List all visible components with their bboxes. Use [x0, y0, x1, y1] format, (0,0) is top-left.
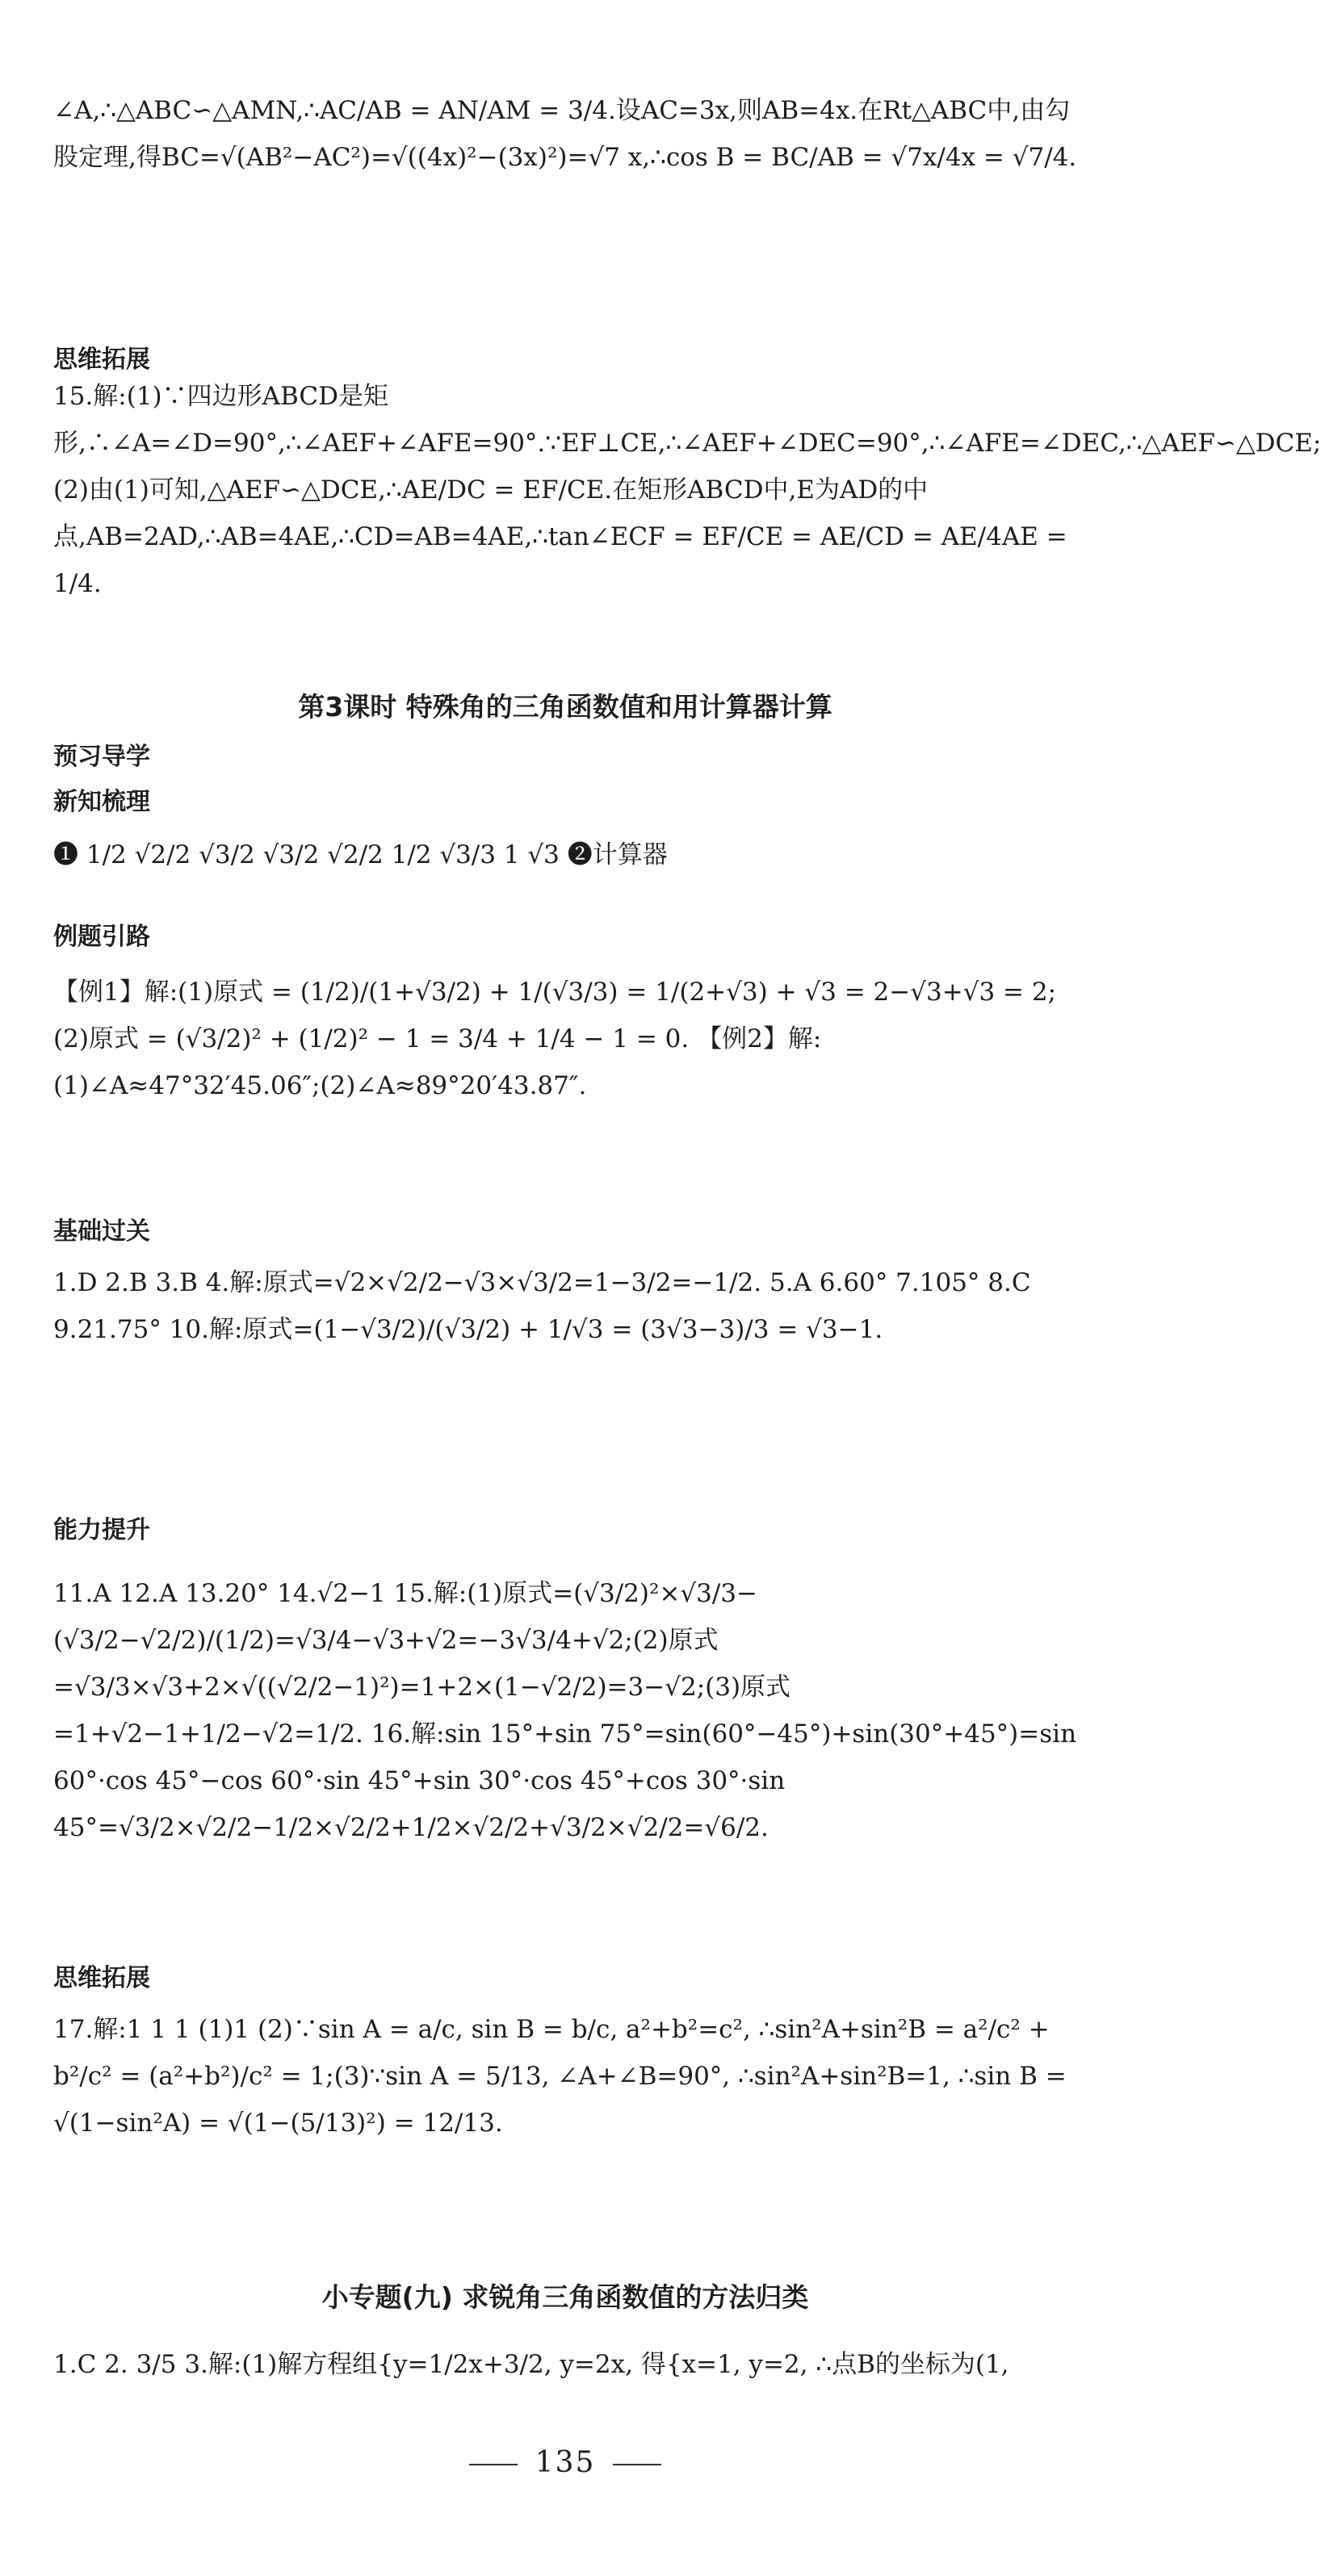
paragraph-liti: 【例1】解:(1)原式 = (1/2)/(1+√3/2) + 1/(√3/3) = 1/(2+√3) + √3 = 2−√3+√3 = 2;(2)原式 = (√3/2)² + (1/2)² − 1 = 3/4 + 1/4 − 1 = 0. 【例2】解:(1)∠A≈47°32′45.06″;(2)∠A≈89°20′43.87″.	[53, 978, 1057, 1100]
jichu-answers	[53, 1259, 1077, 1353]
paragraph-nengli: 11.A 12.A 13.20° 14.√2−1 15.解:(1)原式=(√3/2)²×√3/3−(√3/2−√2/2)/(1/2)=√3/4−√3+√2=−3√3/4+√2;(2)原式=√3/3×√3+2×√((√2/2−1)²)=1+2×(1−√2/2)=3−√2;(3)原式=1+√2−1+1/2−√2=1/2. 16.解:sin 15°+sin 75°=sin(60°−45°)+sin(30°+45°)=sin 60°·cos 45°−cos 60°·sin 45°+sin 30°·cos 45°+cos 30°·sin 45°=√3/2×√2/2−1/2×√2/2+1/2×√2/2+√3/2×√2/2=√6/2.	[53, 1579, 1077, 1842]
heading-nengli-tisheng: 能力提升	[53, 1516, 150, 1544]
footer-dash-left	[469, 2464, 518, 2465]
paragraph-topic: 1.C 2. 3/5 3.解:(1)解方程组{y=1/2x+3/2, y=2x, 得{x=1, y=2, ∴点B的坐标为(1,	[53, 2350, 1009, 2379]
xinzhi-answers	[53, 831, 1077, 878]
page-number: 135	[535, 2446, 596, 2479]
page-footer	[53, 2446, 1077, 2479]
paragraph-p15: 15.解:(1)∵四边形ABCD是矩形,∴∠A=∠D=90°,∴∠AEF+∠AFE=90°.∵EF⊥CE,∴∠AEF+∠DEC=90°,∴∠AFE=∠DEC,∴△AEF∽△DCE;(2)由(1)可知,△AEF∽△DCE,∴AE/DC = EF/CE.在矩形ABCD中,E为AD的中点,AB=2AD,∴AB=4AE,∴CD=AB=4AE,∴tan∠ECF = EF/CE = AE/CD = AE/4AE = 1/4.	[53, 382, 1321, 598]
heading-liti-yinlu: 例题引路	[53, 923, 150, 951]
paragraph-xinzhi: ❶ 1/2 √2/2 √3/2 √3/2 √2/2 1/2 √3/3 1 √3 ❷计算器	[53, 840, 668, 869]
paragraph-p1: ∠A,∴△ABC∽△AMN,∴AC/AB = AN/AM = 3/4.设AC=3x,则AB=4x.在Rt△ABC中,由勾股定理,得BC=√(AB²−AC²)=√((4x)²−(3x)²)=√7 x,∴cos B = BC/AB = √7x/4x = √7/4.	[53, 96, 1077, 172]
heading-yuxi-daoxue: 预习导学	[53, 743, 150, 771]
topic-title: 小专题(九) 求锐角三角函数值的方法归类	[321, 2281, 809, 2313]
heading-siwei-tuozhan-1: 思维拓展	[53, 346, 150, 374]
answer-15	[53, 373, 1321, 607]
topic-answers	[53, 2341, 1077, 2388]
heading-xinzhi-shuli: 新知梳理	[53, 788, 150, 816]
answer-17	[53, 2006, 1077, 2147]
nengli-answers	[53, 1570, 1077, 1851]
heading-siwei-tuozhan-2: 思维拓展	[53, 1964, 150, 1992]
paragraph-p17: 17.解:1 1 1 (1)1 (2)∵sin A = a/c, sin B = b/c, a²+b²=c², ∴sin²A+sin²B = a²/c² + b²/c² = (a²+b²)/c² = 1;(3)∵sin A = 5/13, ∠A+∠B=90°, ∴sin²A+sin²B=1, ∴sin B = √(1−sin²A) = √(1−(5/13)²) = 12/13.	[53, 2015, 1067, 2138]
liti-answers	[53, 969, 1077, 1109]
lesson-title: 第3课时 特殊角的三角函数值和用计算器计算	[298, 691, 832, 723]
answer-continuation	[53, 87, 1077, 181]
footer-dash-right	[613, 2464, 661, 2465]
paragraph-jichu: 1.D 2.B 3.B 4.解:原式=√2×√2/2−√3×√3/2=1−3/2=−1/2. 5.A 6.60° 7.105° 8.C 9.21.75° 10.解:原式=(1−√3/2)/(√3/2) + 1/√3 = (3√3−3)/3 = √3−1.	[53, 1268, 1031, 1344]
heading-jichu-guoguan: 基础过关	[53, 1217, 150, 1246]
